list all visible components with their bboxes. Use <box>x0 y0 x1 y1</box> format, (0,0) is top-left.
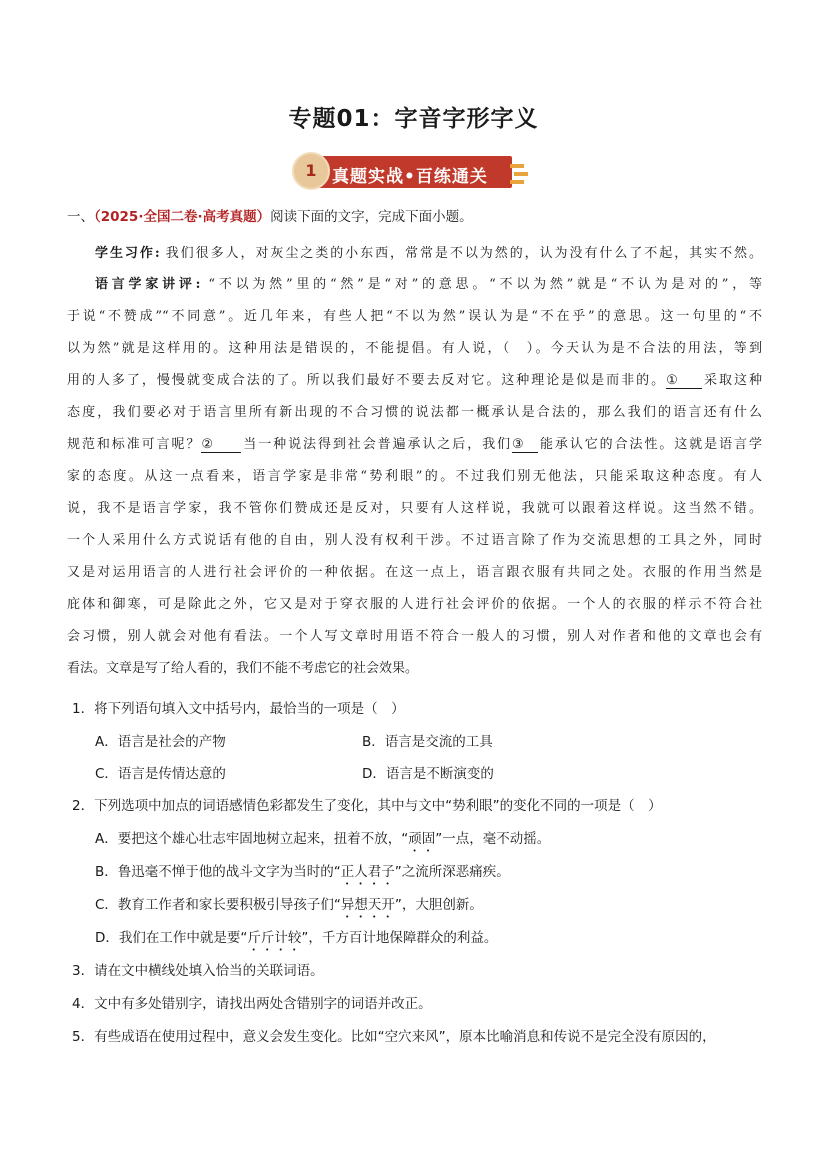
option-b <box>95 860 510 888</box>
passage-line: 于说“不赞成”“不同意”。近几年来，有些人把“不以为然”误认为是“不在乎”的意思。这一句里的“不 <box>67 309 762 324</box>
passage-line <box>95 242 762 261</box>
dotted-word: 正人君子 <box>340 864 395 880</box>
option-text: ”，千方百计地保障群众的利益。 <box>301 930 498 946</box>
passage-text: “不以为然”里的“然”是“对”的意思。“不以为然”就是“不认为是对的”，等 <box>208 277 762 292</box>
passage-line <box>67 433 762 453</box>
banner-stripe-icon <box>510 164 524 168</box>
passage-line: 一个人采用什么方式说话有他的自由，别人没有权利干涉。不过语言除了作为交流思想的工具之外，同时 <box>67 533 762 548</box>
option-c: C．语言是传情达意的 <box>95 766 226 782</box>
option-c <box>95 893 483 921</box>
dotted-word: 顽固 <box>408 831 436 847</box>
passage-lead: 语言学家讲评: <box>95 277 201 292</box>
passage-line: 又是对运用语言的人进行社会评价的一种依据。在这一点上，语言跟衣服有共同之处。衣服的作用当然是 <box>67 565 762 580</box>
option-text: ”一点，毫不动摇。 <box>435 831 551 847</box>
option-text: D．我们在工作中就是要“ <box>95 930 248 946</box>
passage-text: 采取这种 <box>702 373 762 388</box>
passage-line: 说，我不是语言学家，我不管你们赞成还是反对，只要有人这样说，我就可以跟着这样说。这当然不错。 <box>67 501 762 516</box>
question-4: 4．文中有多处错别字，请找出两处含错别字的词语并改正。 <box>72 996 432 1012</box>
blank-2: ② <box>201 437 241 453</box>
passage-line: 家的态度。从这一点看来，语言学家是非常“势利眼”的。不过我们别无他法，只能采取这种态度。有人 <box>67 469 762 484</box>
passage-text: 当一种说法得到社会普遍承认之后，我们 <box>241 437 513 452</box>
question-5: 5．有些成语在使用过程中，意义会发生变化。比如“空穴来风”，原本比喻消息和传说不是完全没有原因的， <box>72 1029 716 1045</box>
passage-line <box>67 369 762 389</box>
passage-line: 看法。文章是写了给人看的，我们不能不考虑它的社会效果。 <box>67 661 419 676</box>
option-text: A．要把这个雄心壮志牢固地树立起来，扭着不放，“ <box>95 831 409 847</box>
question-2: 2．下列选项中加点的词语感情色彩都发生了变化，其中与文中“势利眼”的变化不同的一项是（ ） <box>72 798 662 814</box>
passage-text: 能承认它的合法性。这就是语言学 <box>538 437 762 452</box>
option-a <box>95 827 550 855</box>
option-d: D．语言是不断演变的 <box>362 766 494 782</box>
passage-text: 规范和标准可言呢？ <box>67 437 202 452</box>
option-d <box>95 926 497 954</box>
banner-stripe-icon <box>514 172 528 176</box>
banner-stripe-icon <box>510 180 524 184</box>
blank-1: ① <box>666 373 702 389</box>
option-text: ”，大胆创新。 <box>394 897 483 913</box>
section-heading <box>67 205 473 225</box>
option-b: B．语言是交流的工具 <box>362 734 493 750</box>
passage-lead: 学生习作: <box>95 246 160 261</box>
page-title: 专题01：字音字形字义 <box>288 106 539 132</box>
question-1: 1．将下列语句填入文中括号内，最恰当的一项是（ ） <box>72 701 405 717</box>
banner-number: 1 <box>305 161 317 180</box>
dotted-word: 异想天开 <box>340 897 395 913</box>
option-text: B．鲁迅毫不惮于他的战斗文字为当时的“ <box>95 864 341 880</box>
passage-text: 用的人多了，慢慢就变成合法的了。所以我们最好不要去反对它。这种理论是似是而非的。 <box>67 373 667 388</box>
passage-line: 庇体和御寒，可是除此之外，它又是对于穿衣服的人进行社会评价的依据。一个人的衣服的样示不符合社 <box>67 597 762 612</box>
section-prefix: 一、 <box>67 209 94 225</box>
passage-line <box>95 273 762 292</box>
option-text: ”之流所深恶痛疾。 <box>394 864 510 880</box>
source-label: （2025·全国二卷·高考真题） <box>94 209 271 225</box>
option-text: C．教育工作者和家长要积极引导孩子们“ <box>95 897 341 913</box>
banner-text: 真题实战•百练通关 <box>332 167 488 187</box>
section-banner <box>292 152 532 192</box>
passage-text: 我们很多人，对灰尘之类的小东西，常常是不以为然的，认为没有什么了不起，其实不然。 <box>165 246 762 261</box>
passage-line: 以为然”就是这样用的。这种用法是错误的，不能提倡。有人说，（ ）。今天认为是不合法的用法，等到 <box>67 341 762 356</box>
dotted-word: 斤斤计较 <box>247 930 302 946</box>
option-a: A．语言是社会的产物 <box>95 734 226 750</box>
passage-line: 态度，我们要必对于语言里所有新出现的不合习惯的说法都一概承认是合法的，那么我们的语言还有什么 <box>67 405 762 420</box>
question-3: 3．请在文中横线处填入恰当的关联词语。 <box>72 963 324 979</box>
blank-3: ③ <box>512 437 538 453</box>
section-instruction: 阅读下面的文字，完成下面小题。 <box>270 209 473 225</box>
passage-line: 会习惯，别人就会对他有看法。一个人写文章时用语不符合一般人的习惯，别人对作者和他的文章也会有 <box>67 629 762 644</box>
